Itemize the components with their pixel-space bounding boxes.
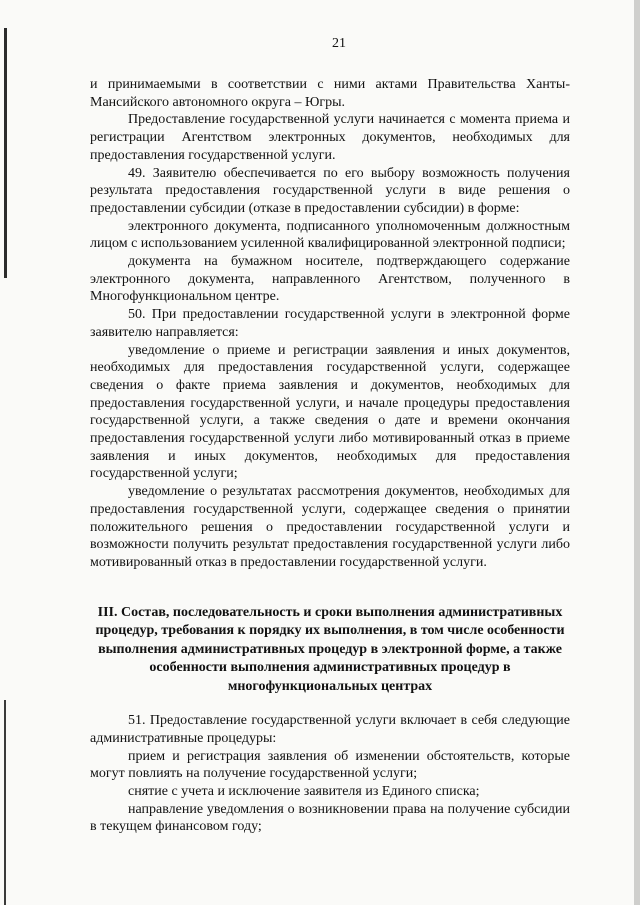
paragraph: 51. Предоставление государственной услуги включает в себя следующие административные процедуры:	[90, 713, 570, 746]
paragraph: и принимаемыми в соответствии с ними актами Правительства Ханты-Мансийского автономного округа – Югры.	[90, 77, 570, 110]
page-number: 21	[332, 36, 346, 51]
paragraph: прием и регистрация заявления об изменении обстоятельств, которые могут повлиять на получение государственной услуги;	[90, 748, 570, 782]
paragraph: Предоставление государственной услуги начинается с момента приема и регистрации Агентством электронных документов, необходимых для предоставления государственной услуги.	[90, 112, 570, 163]
paragraph: 49. Заявителю обеспечивается по его выбору возможность получения результата предоставления государственной услуги в виде решения о предоставлении субсидии (отказе в предоставлении субсидии) в форме:	[90, 165, 570, 216]
section-heading: III. Состав, последовательность и сроки выполнения административных процедур, требования к порядку их выполнения, в том числе особенности выполнения административных процедур в электронной форме, а также особенности выполнения административных процедур в многофункциональных центрах	[95, 604, 565, 694]
paragraph: снятие с учета и исключение заявителя из Единого списка;	[128, 784, 480, 799]
paragraph: уведомление о приеме и регистрации заявления и иных документов, необходимых для предоставления государственной услуги, содержащее сведения о факте приема заявления и документов, необходимых для предоставления государственной услуги, и начале процедуры предоставления государственной услуги, а также сведения о дате и времени окончания предоставления государственной услуги либо мотивированный отказ в приеме заявления и иных документов, необходимых для предоставления государственной услуги;	[90, 342, 570, 482]
paragraph: уведомление о результатах рассмотрения документов, необходимых для предоставления государственной услуги, содержащее сведения о принятии положительного решения о предоставлении государственной услуги и возможности получить результат предоставления государственной услуги либо мотивированный отказ в предоставлении государственной услуги.	[90, 484, 570, 570]
paragraph: 50. При предоставлении государственной услуги в электронной форме заявителю направляется:	[90, 307, 570, 340]
paragraph: направление уведомления о возникновении права на получение субсидии в текущем финансовом году;	[90, 801, 570, 835]
scan-edge-mark	[4, 700, 6, 905]
scan-edge-mark	[4, 28, 7, 278]
document-body	[90, 76, 570, 836]
paragraph: электронного документа, подписанного уполномоченным должностным лицом с использованием усиленной квалифицированной электронной подписи;	[90, 218, 570, 252]
paragraph: документа на бумажном носителе, подтверждающего содержание электронного документа, направленного Агентством, полученного в Многофункциональном центре.	[90, 254, 570, 305]
scan-edge-shadow	[634, 0, 640, 905]
